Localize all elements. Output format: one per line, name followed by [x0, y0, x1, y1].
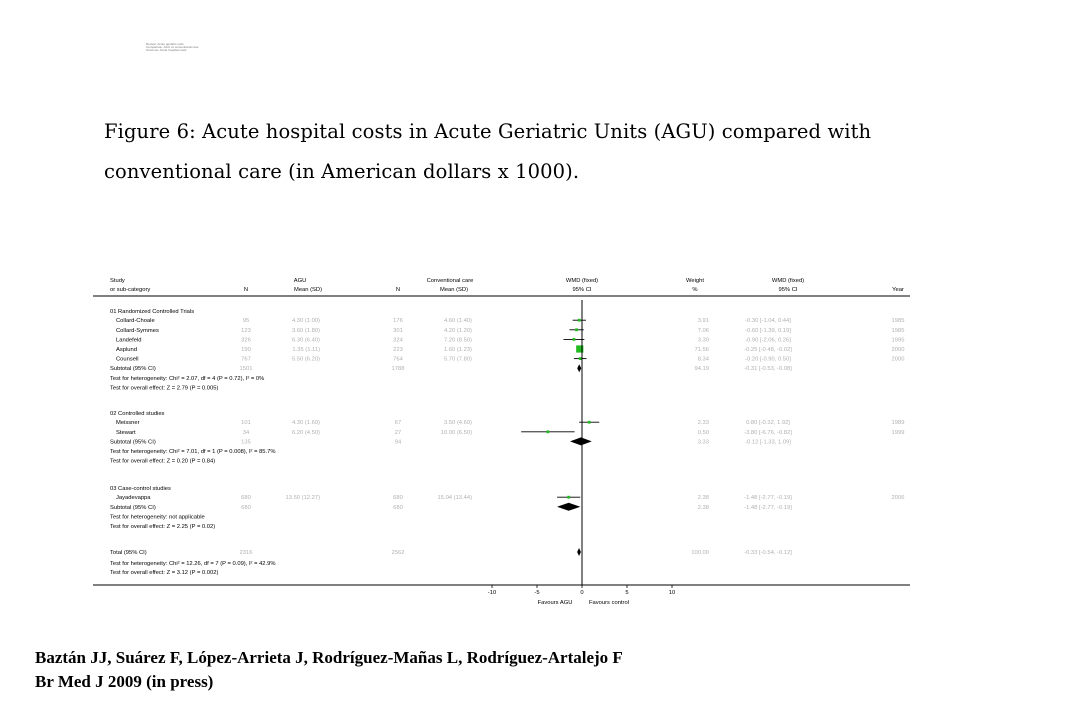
- group-label: 01 Randomized Controlled Trials: [110, 309, 195, 315]
- header-conv: Conventional care: [426, 278, 474, 284]
- x-tick-label: -5: [534, 590, 540, 596]
- subtotal-diamond: [570, 437, 592, 445]
- x-axis-left-label: Favours AGU: [537, 600, 573, 606]
- subtotal-agu-n: 1501: [239, 366, 253, 373]
- subtotal-conv-n: 680: [393, 504, 403, 511]
- study-point: [578, 319, 581, 322]
- header-weight-pct: %: [692, 287, 698, 293]
- study-weight: 8.34: [697, 356, 709, 363]
- study-agu-n: 326: [241, 337, 251, 344]
- study-conv-mean: 4.20 (1.20): [443, 327, 472, 334]
- subtotal-ci: -1.48 [-2.77, -0.19]: [744, 504, 792, 511]
- figure-title-line-2: conventional care (in American dollars x 1000).: [104, 160, 580, 183]
- header-wmd-value-ci: 95% CI: [778, 287, 798, 293]
- study-ci: -0.20 [-0.90, 0.50]: [745, 356, 791, 363]
- study-conv-n: 680: [393, 495, 403, 502]
- study-conv-mean: 3.50 (4.60): [443, 420, 472, 427]
- study-weight: 71.56: [694, 347, 709, 353]
- study-agu-n: 680: [241, 495, 251, 502]
- header-subcategory: or sub-category: [110, 287, 151, 293]
- subtotal-weight: 94.19: [694, 366, 709, 373]
- total-weight: 100.00: [691, 550, 709, 556]
- total-overall-effect-test: Test for overall effect: Z = 3.12 (P = 0.002): [110, 570, 219, 576]
- study-ci: -0.30 [-1.04, 0.44]: [745, 318, 791, 325]
- study-conv-mean: 15.04 (13.44): [437, 495, 472, 502]
- study-ci: -0.60 [-1.39, 0.19]: [745, 327, 791, 334]
- total-label: Total (95% CI): [110, 550, 147, 556]
- overall-effect-test: Test for overall effect: Z = 2.79 (P = 0.005): [110, 385, 219, 392]
- study-year: 1995: [891, 337, 905, 344]
- study-name: Meissner: [116, 420, 140, 427]
- subtotal-weight: 2.38: [697, 504, 709, 511]
- x-tick-label: -10: [487, 590, 497, 596]
- x-axis-right-label: Favours control: [589, 600, 629, 606]
- study-conv-n: 223: [393, 347, 403, 353]
- study-name: Jayadevappa: [116, 495, 151, 502]
- citation: [35, 646, 623, 694]
- header-agu: AGU: [293, 278, 307, 284]
- study-name: Stewart: [116, 429, 136, 436]
- study-ci: -1.48 [-2.77, -0.19]: [744, 495, 792, 502]
- citation-journal: Br Med J 2009 (in press): [35, 672, 214, 691]
- study-agu-mean: 1.35 (1.11): [292, 347, 320, 353]
- subtotal-ci: -0.31 [-0.53, -0.08]: [744, 366, 792, 373]
- study-conv-n: 301: [393, 327, 403, 334]
- study-year: 2006: [891, 495, 905, 502]
- subtotal-label: Subtotal (95% CI): [110, 366, 156, 373]
- study-agu-n: 190: [241, 347, 251, 353]
- study-agu-mean: 5.50 (6.20): [291, 356, 320, 363]
- total-diamond: [577, 548, 581, 556]
- group-label: 03 Case-control studies: [110, 486, 171, 492]
- study-conv-mean: 4.60 (1.40): [443, 318, 472, 325]
- study-conv-mean: 1.60 (1.23): [443, 347, 472, 353]
- study-ci: -0.25 [-0.48, -0.02]: [744, 347, 792, 353]
- subtotal-conv-n: 94: [394, 439, 402, 446]
- subtotal-agu-n: 135: [241, 439, 251, 446]
- study-weight: 7.06: [697, 327, 709, 334]
- header-wmd-value: WMD (fixed): [771, 278, 805, 284]
- study-conv-n: 27: [394, 429, 402, 436]
- study-conv-mean: 10.00 (6.50): [440, 429, 472, 436]
- subtotal-agu-n: 680: [241, 504, 251, 511]
- total-agu-n: 2316: [239, 550, 253, 556]
- x-tick-label: 10: [668, 590, 676, 596]
- study-agu-mean: 3.60 (1.80): [291, 327, 320, 334]
- study-agu-mean: 6.30 (6.40): [291, 337, 320, 344]
- study-agu-mean: 13.50 (12.27): [285, 495, 320, 502]
- study-agu-mean: 6.20 (4.50): [291, 429, 320, 436]
- header-weight: Weight: [686, 278, 704, 284]
- study-agu-n: 34: [242, 429, 250, 436]
- total-conv-n: 2562: [391, 550, 405, 556]
- header-conv-n: N: [395, 287, 401, 293]
- x-tick-label: 0: [580, 590, 584, 596]
- study-agu-n: 95: [242, 318, 250, 325]
- study-year: 2000: [891, 347, 905, 353]
- study-year: 1989: [891, 420, 905, 427]
- tiny-note-line: Outcome: Acute hospital costs: [146, 48, 187, 52]
- heterogeneity-test: Test for heterogeneity: Chi² = 2.07, df = 4 (P = 0.72), I² = 0%: [110, 375, 265, 382]
- total-heterogeneity-test: Test for heterogeneity: Chi² = 12.26, df = 7 (P = 0.09), I² = 42.9%: [110, 561, 276, 567]
- overall-effect-test: Test for overall effect: Z = 0.20 (P = 0.84): [110, 458, 216, 465]
- study-agu-n: 123: [241, 327, 251, 334]
- study-point: [546, 430, 549, 433]
- subtotal-weight: 3.33: [697, 439, 709, 446]
- subtotal-label: Subtotal (95% CI): [110, 504, 156, 511]
- tiny-note-line: Review: Acute geriatric units: [146, 42, 184, 46]
- total-ci: -0.33 [-0.54, -0.12]: [744, 550, 792, 556]
- study-conv-mean: 5.70 (7.80): [443, 356, 472, 363]
- study-name: Landefeld: [116, 337, 142, 344]
- study-year: 1985: [891, 318, 905, 325]
- study-ci: -3.80 [-6.76, -0.82]: [744, 429, 792, 436]
- header-wmd-plot-ci: 95% CI: [572, 287, 592, 293]
- study-name: Collard-Choale: [116, 318, 155, 325]
- study-agu-mean: 4.30 (1.00): [291, 318, 320, 325]
- group-label: 02 Controlled studies: [110, 411, 165, 417]
- tiny-note-line: Comparison: AGU vs conventional care: [146, 45, 199, 49]
- study-conv-n: 764: [393, 356, 403, 363]
- study-weight: 0.50: [697, 429, 709, 436]
- study-ci: -0.90 [-2.06, 0.26]: [745, 337, 791, 344]
- study-point: [575, 328, 578, 331]
- study-name: Asplund: [116, 347, 137, 353]
- study-weight: 3.30: [697, 337, 709, 344]
- heterogeneity-test: Test for heterogeneity: not applicable: [110, 514, 205, 521]
- study-ci: 0.80 [-0.32, 1.92]: [746, 420, 790, 427]
- header-agu-mean: Mean (SD): [293, 287, 323, 293]
- study-point: [573, 338, 576, 341]
- subtotal-conv-n: 1788: [391, 366, 405, 373]
- study-agu-mean: 4.30 (1.60): [291, 420, 320, 427]
- study-conv-n: 324: [393, 337, 403, 344]
- subtotal-ci: -0.12 [-1.33, 1.09]: [745, 439, 791, 446]
- study-year: 2000: [891, 356, 905, 363]
- overall-effect-test: Test for overall effect: Z = 2.25 (P = 0.02): [110, 524, 216, 530]
- heterogeneity-test: Test for heterogeneity: Chi² = 7.01, df = 1 (P = 0.008), I² = 85.7%: [110, 449, 276, 455]
- header-year: Year: [892, 287, 904, 293]
- subtotal-label: Subtotal (95% CI): [110, 439, 156, 446]
- study-name: Counsell: [116, 356, 139, 363]
- study-conv-mean: 7.20 (8.50): [443, 337, 472, 344]
- study-conv-n: 176: [393, 318, 403, 325]
- study-point: [588, 421, 591, 424]
- study-conv-n: 67: [394, 420, 402, 427]
- header-wmd-plot: WMD (fixed): [565, 278, 599, 284]
- study-agu-n: 101: [241, 420, 251, 427]
- header-study: Study: [110, 278, 125, 284]
- subtotal-diamond: [557, 503, 580, 511]
- header-agu-n: N: [243, 287, 249, 293]
- study-weight: 2.33: [697, 420, 709, 427]
- study-point: [567, 496, 570, 499]
- x-tick-label: 5: [625, 590, 629, 596]
- header-conv-mean: Mean (SD): [439, 287, 469, 293]
- study-name: Collard-Symmes: [116, 327, 159, 334]
- study-point: [579, 357, 582, 360]
- subtotal-diamond: [577, 364, 581, 372]
- study-agu-n: 767: [241, 356, 251, 363]
- study-weight: 3.91: [697, 318, 709, 325]
- study-year: 1985: [891, 327, 905, 334]
- citation-authors: Baztán JJ, Suárez F, López-Arrieta J, Rodríguez-Mañas L, Rodríguez-Artalejo F: [35, 648, 623, 667]
- study-weight: 2.38: [697, 495, 709, 502]
- study-year: 1999: [891, 429, 905, 436]
- figure-title-line-1: Figure 6: Acute hospital costs in Acute Geriatric Units (AGU) compared with: [104, 120, 872, 143]
